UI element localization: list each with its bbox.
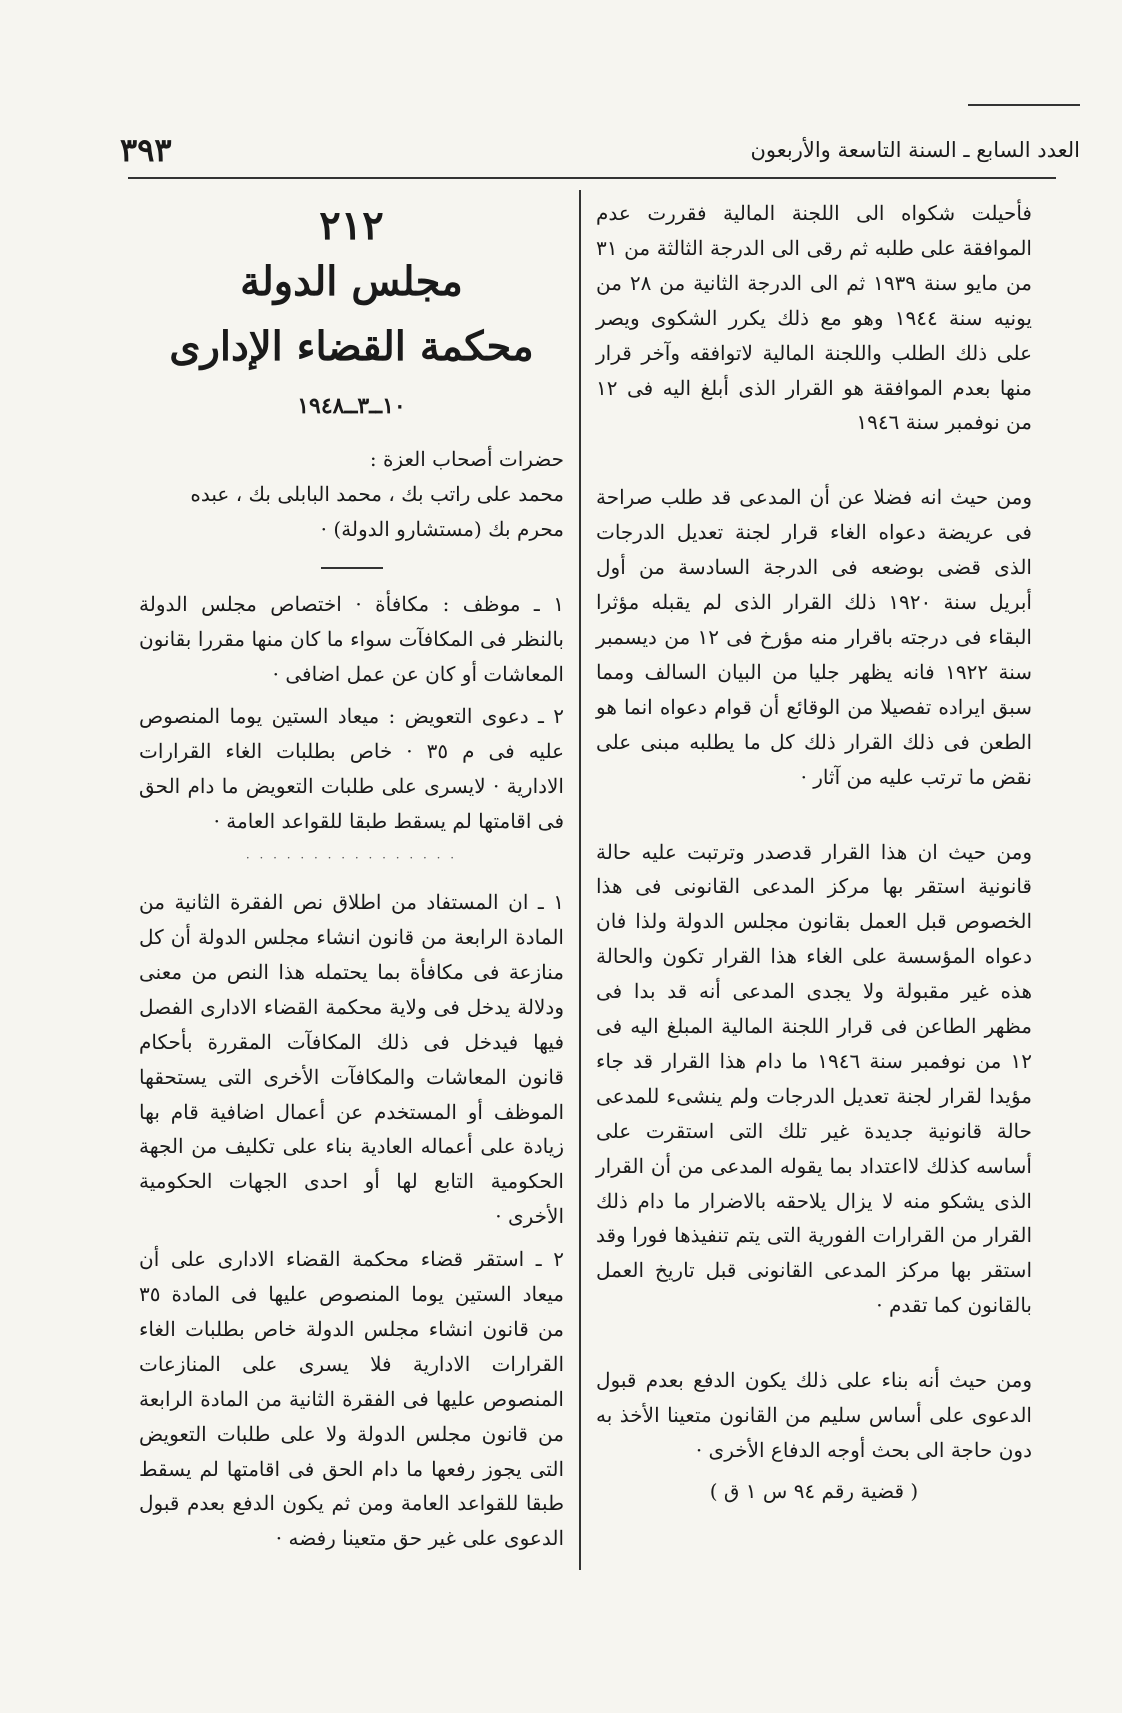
page-number: ٣٩٣ (120, 131, 172, 169)
headnote-1: ١ ـ موظف : مكافأة · اختصاص مجلس الدولة بالنظر فى المكافآت سواء ما كان منها مقررا بقانون المعاشات أو كان عن عمل اضافى · (139, 591, 564, 686)
judgment-date: ١٠ــ٣ــ١٩٤٨ (297, 393, 406, 419)
paragraph: ومن حيث أنه بناء على ذلك يكون الدفع بعدم قبول الدعوى على أساس سليم من القانون متعينا الأخذ به دون حاجة الى بحث أوجه الدفاع الأخرى · (596, 1368, 1032, 1462)
case-number: ٢١٢ (319, 202, 384, 249)
right-column (596, 196, 1032, 1509)
panel-members: محمد على راتب بك ، محمد البابلى بك ، عبده محرم بك (مستشارو الدولة) · (190, 481, 564, 541)
section-divider (321, 567, 383, 569)
principle-1: ١ ـ ان المستفاد من اطلاق نص الفقرة الثانية من المادة الرابعة من قانون انشاء مجلس الدولة أن كل منازعة فى مكافأة بما يحتمله هذا النص من معنى ودلالة يدخل فى ولاية محكمة القضاء الادارى الفصل فيها فيدخل فى ذلك المكافآت المقررة بأحكام قانون المعاشات والمكافآت الأخرى التى يستحقها الموظف أو المستخدم عن أعمال اضافية قام بها زيادة على أعماله العادية بناء على تكليف من الجهة الحكومية التابع لها أو احدى الجهات الحكومية الأخرى · (139, 890, 564, 1229)
left-column (139, 196, 564, 1556)
paragraph: ومن حيث انه فضلا عن أن المدعى قد طلب صراحة فى عريضة دعواه الغاء قرار لجنة تعديل الدرجات الذى قضى بوضعه فى الدرجة السادسة من أول أبريل سنة ١٩٢٠ ذلك القرار الذى لم يقبله مؤثرا البقاء فى درجته باقرار منه مؤرخ فى ١٢ من ديسمبر سنة ١٩٢٢ فانه يظهر جليا من البيان السالف ومما سبق ايراده تفصيلا من الوقائع أن قوام دعواه انما هو الطعن فى ذلك القرار ذلك كل ما يطلبه مبنى على نقض ما ترتب عليه من آثار · (596, 485, 1032, 789)
header-rule (128, 177, 1056, 179)
court-name: مجلس الدولة (240, 258, 463, 305)
top-corner-rule (968, 104, 1080, 106)
court-division: محكمة القضاء الإدارى (169, 323, 534, 370)
column-divider (579, 190, 581, 1570)
principle-2: ٢ ـ استقر قضاء محكمة القضاء الادارى على أن ميعاد الستين يوما المنصوص عليها فى المادة ٣٥ من قانون انشاء مجلس الدولة خاص بطلبات الغاء القرارات الادارية فلا يسرى على المنازعات المنصوص عليها فى الفقرة الثانية من المادة الرابعة من قانون مجلس الدولة ولا على طلبات التعويض التى يجوز رفعها ما دام الحق فى اقامتها لم يسقط طبقا للقواعد العامة ومن ثم يكون الدفع بعدم قبول الدعوى على غير حق متعينا رفضه · (139, 1247, 564, 1551)
paragraph: ومن حيث ان هذا القرار قدصدر وترتبت عليه حالة قانونية استقر بها مركز المدعى القانونى فى هذا الخصوص قبل العمل بقانون مجلس الدولة ولذا فان دعواه المؤسسة على الغاء هذا القرار تكون والحالة هذه غير مقبولة ولا يجدى المدعى أنه قد بدا فى مظهر الطاعن فى قرار اللجنة المالية المبلغ اليه فى ١٢ من نوفمبر سنة ١٩٤٦ ما دام هذا القرار قد جاء مؤيدا لقرار لجنة تعديل الدرجات ولم ينشىء للمدعى حالة قانونية جديدة غير تلك التى استقرت على أساسه كذلك لااعتداد بما يقوله المدعى من أن القرار الذى يشكو منه لا يزال يلاحقه بالاضرار ما دام ذلك القرار من القرارات الفورية التى يتم تنفيذها فورا وقد استقر بها مركز المدعى القانونى قبل تاريخ العمل بالقانون كما تقدم · (596, 839, 1032, 1318)
running-header-title: العدد السابع ـ السنة التاسعة والأربعون (750, 138, 1080, 162)
case-citation: ( قضية رقم ٩٤ س ١ ق ) (709, 1478, 919, 1503)
salutation: حضرات أصحاب العزة : (369, 447, 564, 471)
headnote-2: ٢ ـ دعوى التعويض : ميعاد الستين يوما المنصوص عليه فى م ٣٥ · خاص بطلبات الغاء القرارات الادارية · لايسرى على طلبات التعويض ما دام الحق فى اقامتها لم يسقط طبقا للقواعد العامة · (139, 704, 565, 834)
paragraph: فأحيلت شكواه الى اللجنة المالية فقررت عدم الموافقة على طلبه ثم رقى الى الدرجة الثالثة من ٣١ من مايو سنة ١٩٣٩ ثم الى الدرجة الثانية من ٢٨ من يونيه سنة ١٩٤٤ وهو مع ذلك يكرر الشكوى ويصر على ذلك الطلب واللجنة المالية لاتوافقه وآخر قرار منها بعدم الموافقة هو القرار الذى أبلغ اليه فى ١٢ من نوفمبر سنة ١٩٤٦ (596, 201, 1032, 435)
dotted-divider: · · · · · · · · · · · · · · · · (245, 851, 458, 866)
running-header (120, 130, 1080, 170)
